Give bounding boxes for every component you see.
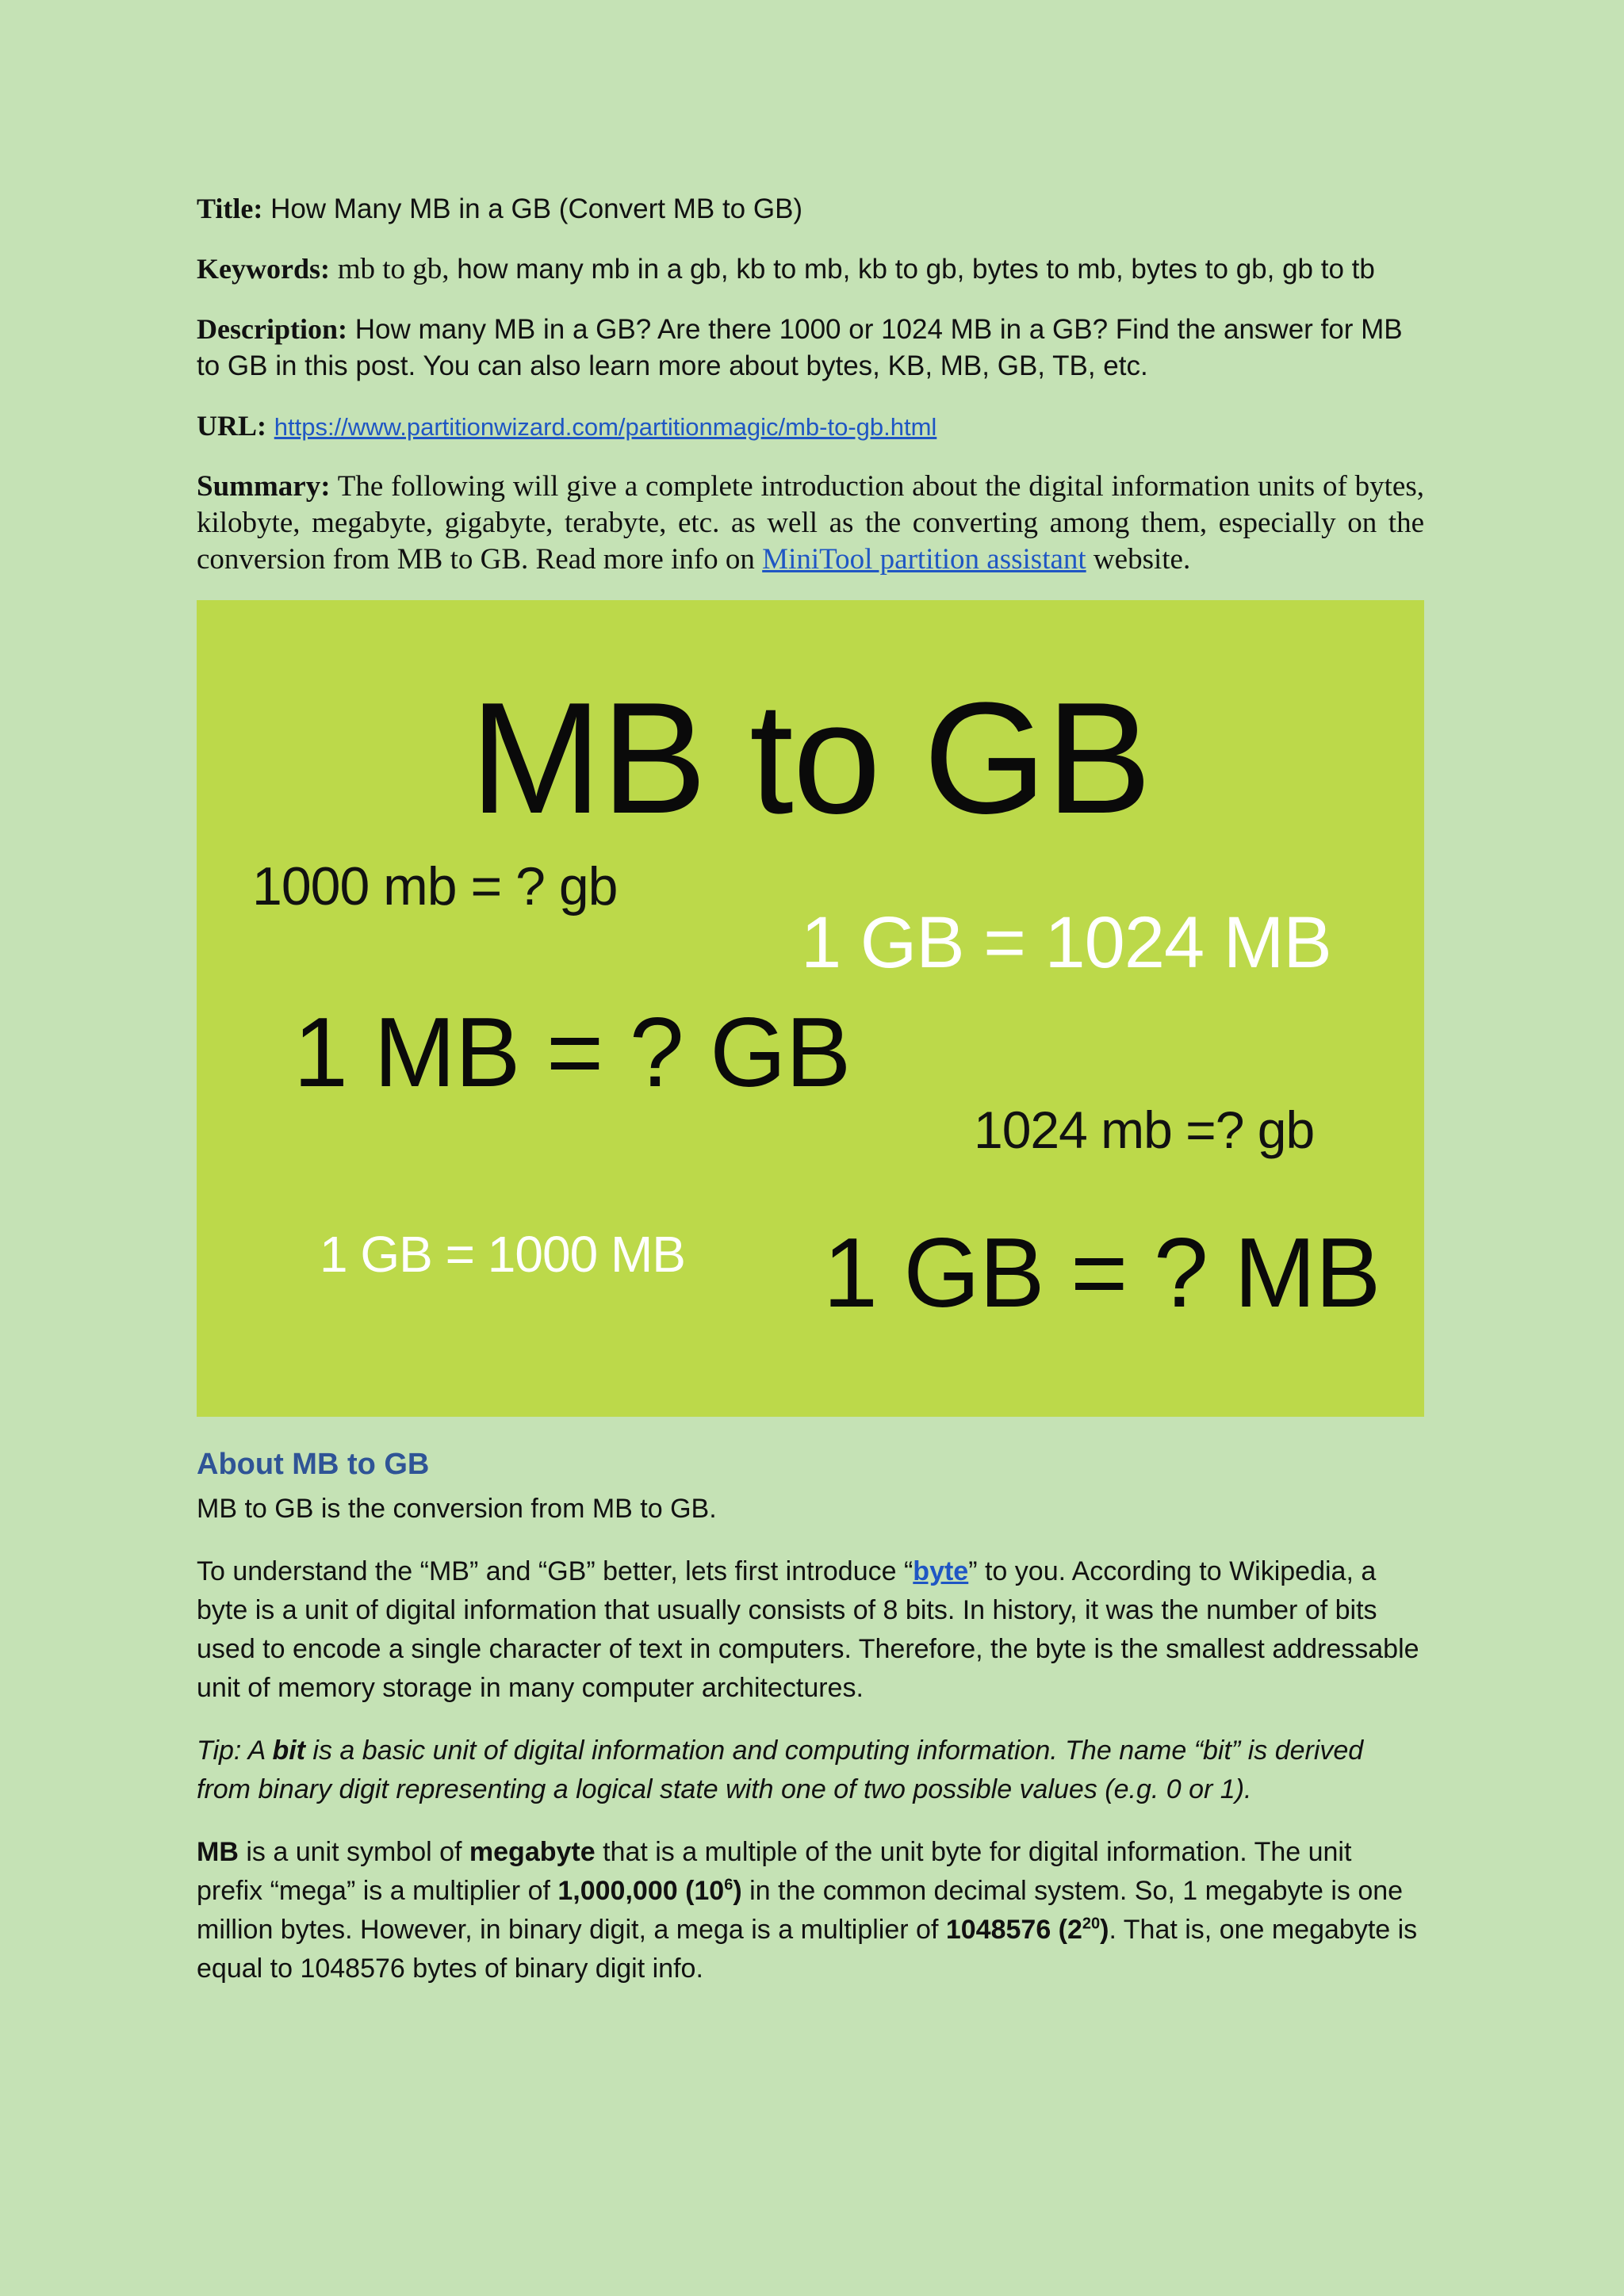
url-line: [197, 408, 1424, 446]
description-label: Description:: [197, 313, 347, 345]
mb-to-gb-banner-image: [197, 600, 1424, 1417]
decimal-multiplier: [557, 1876, 741, 1906]
byte-paragraph-b: ” to you. According to Wikipedia, a byte is a unit of digital information that usually consists of 8 bits. In history, it was the number of bits used to encode a single character of text in computers. Therefore, the byte is the smallest addressable unit of memory storage in many computer architectures.: [197, 1556, 1419, 1703]
keywords-line: [197, 251, 1424, 288]
banner-text-1: 1000 mb = ? gb: [252, 856, 618, 916]
banner-text-2: 1 GB = 1024 MB: [801, 902, 1331, 983]
binary-exponent: 20: [1082, 1915, 1101, 1933]
banner-text-5: 1 GB = 1000 MB: [320, 1226, 685, 1283]
byte-paragraph: [197, 1552, 1424, 1708]
title-label: Title:: [197, 193, 263, 224]
tip-a: Tip: A: [197, 1735, 273, 1766]
mb-text-d: . That is, one megabyte is equal to 1048576 bytes of binary digit info.: [197, 1915, 1418, 1984]
mb-text-c: in the common decimal system. So, 1 megabyte is one million bytes. However, in binary digit, a mega is a multiplier of: [197, 1876, 1404, 1945]
keywords-value-b: how many mb in a gb, kb to mb, kb to gb, bytes to mb, bytes to gb, gb to tb: [457, 254, 1375, 285]
minitool-link[interactable]: MiniTool partition assistant: [762, 543, 1086, 576]
url-link[interactable]: https://www.partitionwizard.com/partitionmagic/mb-to-gb.html: [274, 413, 937, 441]
decimal-close: ): [733, 1876, 742, 1906]
megabyte-bold: megabyte: [469, 1837, 596, 1867]
description-value: How many MB in a GB? Are there 1000 or 1024 MB in a GB? Find the answer for MB to GB in this post. You can also learn more about bytes, KB, MB, GB, TB, etc.: [197, 314, 1403, 381]
summary-label: Summary:: [197, 470, 331, 503]
tip-paragraph: [197, 1732, 1424, 1809]
byte-link[interactable]: byte: [913, 1556, 969, 1586]
url-label: URL:: [197, 410, 266, 442]
decimal-multiplier-base: 1,000,000 (10: [557, 1876, 725, 1906]
banner-text-4: 1024 mb =? gb: [974, 1100, 1315, 1159]
title-value: How Many MB in a GB (Convert MB to GB): [270, 193, 803, 224]
banner-text-3: 1 MB = ? GB: [293, 998, 851, 1108]
document-page: [197, 190, 1424, 2012]
binary-close: ): [1100, 1915, 1109, 1945]
summary-text: The following will give a complete introduction about the digital information units of bytes, kilobyte, megabyte, gigabyte, terabyte, etc. as well as the converting among them, especially on the conversion from MB to GB. Read more info on: [197, 470, 1424, 576]
tip-b: is a basic unit of digital information and computing information. The name “bit” is derived from binary digit representing a logical state with one of two possible values (e.g. 0 or 1).: [197, 1735, 1364, 1804]
mb-text-b: that is a multiple of the unit byte for digital information. The unit prefix “mega” is a multiplier of: [197, 1837, 1352, 1906]
mb-text-a: is a unit symbol of: [238, 1837, 469, 1867]
section-heading: About MB to GB: [197, 1448, 430, 1481]
description-line: [197, 311, 1424, 385]
mb-bold: MB: [197, 1837, 239, 1867]
keywords-label: Keywords:: [197, 253, 330, 285]
summary-paragraph: [197, 469, 1424, 578]
intro-paragraph: MB to GB is the conversion from MB to GB.: [197, 1494, 717, 1524]
binary-multiplier-base: 1048576 (2: [945, 1915, 1082, 1945]
banner-title: MB to GB: [469, 670, 1151, 847]
banner-text-6: 1 GB = ? MB: [823, 1219, 1381, 1328]
mb-paragraph: [197, 1833, 1424, 1988]
binary-multiplier: [946, 1915, 1109, 1945]
tip-bold-bit: bit: [272, 1735, 305, 1766]
decimal-exponent: 6: [724, 1876, 733, 1894]
keywords-value-a: mb to gb,: [337, 253, 450, 285]
title-line: [197, 190, 1424, 228]
byte-paragraph-a: To understand the “MB” and “GB” better, lets first introduce “: [197, 1556, 914, 1586]
summary-end: website.: [1093, 543, 1191, 576]
